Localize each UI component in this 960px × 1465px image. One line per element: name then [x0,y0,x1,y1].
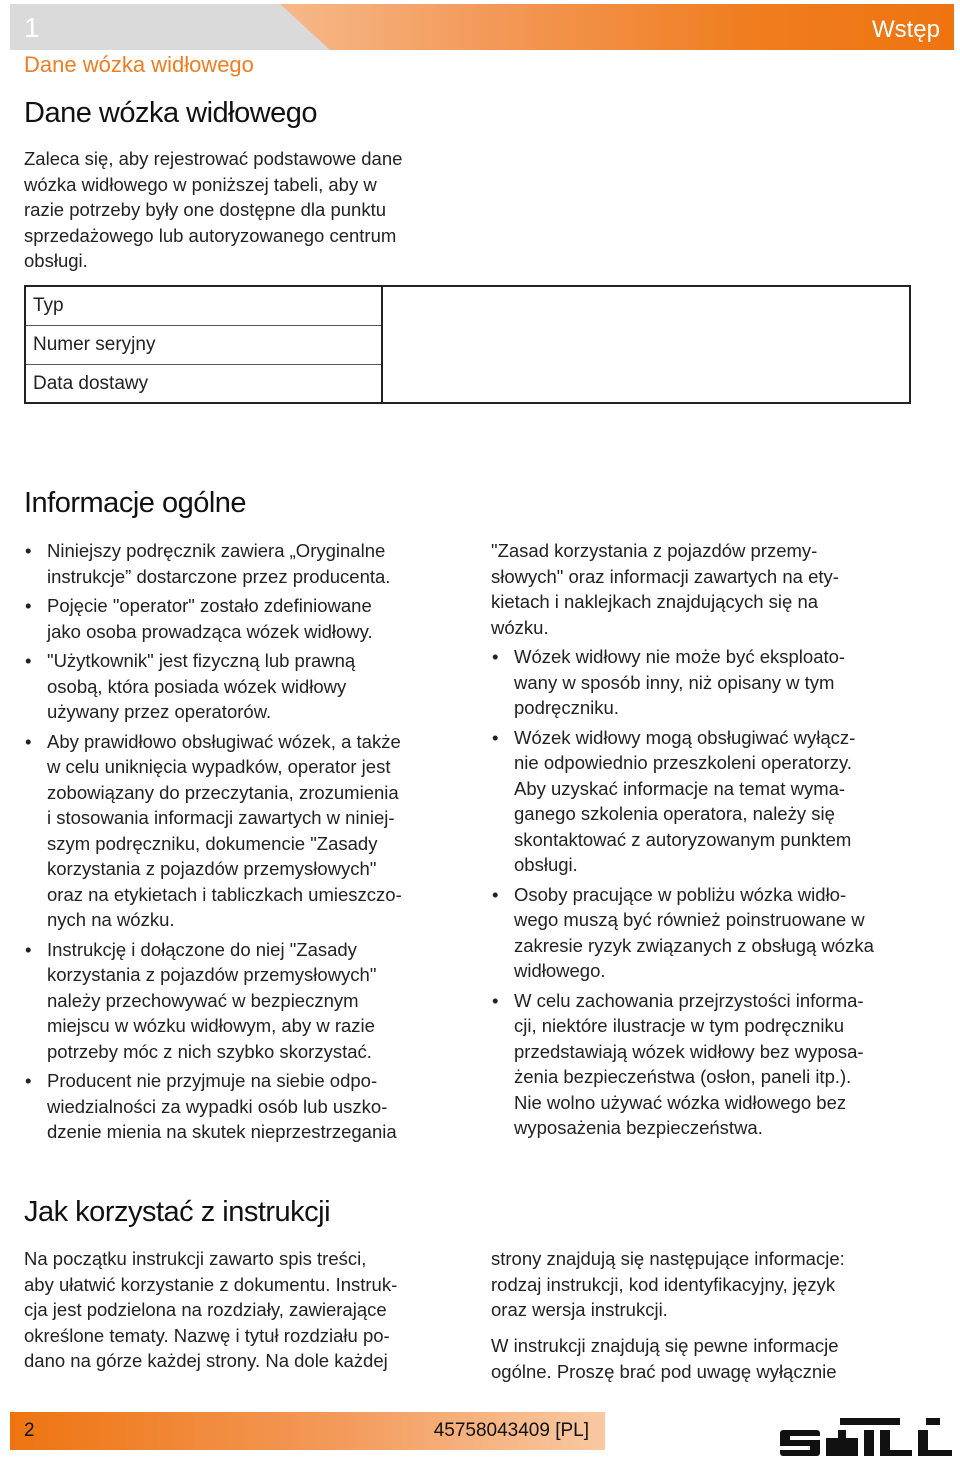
list-item-line: skontaktować z autoryzowanym punktem [514,828,852,850]
list-item-line: wózku. [491,616,549,638]
list-item-line: Pojęcie "operator" zostało zdefiniowane [47,595,372,616]
list-item-line: obsługi. [514,854,578,875]
text-line: określone tematy. Nazwę i tytuł rozdziału po- [24,1324,390,1346]
list-item [491,882,921,984]
header-grey-band [10,4,330,50]
list-item-line: żenia bezpieczeństwa (osłon, paneli itp.). [514,1066,852,1087]
chapter-header [10,4,954,50]
list-item-line: używany przez operatorów. [47,701,272,722]
truck-data-heading: Dane wózka widłowego [24,97,318,129]
list-item-line: Wózek widłowy nie może być eksploato- [514,646,846,667]
list-item-line: wyposażenia bezpieczeństwa. [514,1117,763,1138]
list-item-line: ganego szkolenia operatora, należy się [514,803,835,824]
list-item-continuation [491,538,921,640]
general-info-right-list [491,538,921,1145]
text-line: Zaleca się, aby rejestrować podstawowe dane [24,148,403,169]
list-item-line: należy przechowywać w bezpiecznym [47,989,359,1011]
list-item-line: osobą, która posiada wózek widłowy [47,675,347,697]
list-item-line: zobowiązany do przeczytania, zrozumienia [47,781,399,803]
list-item-line: dzenie mienia na skutek nieprzestrzegania [47,1121,397,1142]
list-item [24,937,454,1065]
text-line: cja jest podzielona na rozdziały, zawierające [24,1299,387,1320]
list-item-line: wego muszą być również poinstruowane w [514,909,865,930]
text-line: aby ułatwić korzystanie z dokumentu. Instruk- [24,1273,398,1295]
header-orange-band [280,4,954,50]
list-item-line: nie odpowiednio przeszkoleni operatorzy. [514,752,852,773]
footer-bar [10,1412,605,1450]
table-row-type: Typ [26,287,381,326]
list-item-line: wiedzialności za wypadki osób lub uszko- [47,1095,388,1117]
general-info-heading: Informacje ogólne [24,487,247,519]
page-number: 2 [24,1420,35,1441]
how-to-use-left-text [24,1246,464,1374]
table-row-delivery-date: Data dostawy [33,373,149,394]
list-item-line: i stosowania informacji zawartych w niniej- [47,807,395,828]
list-item-line: Niniejszy podręcznik zawiera „Oryginalne [47,540,386,561]
list-item-line: w celu uniknięcia wypadków, operator jest [47,756,391,777]
table-value-column [381,287,909,402]
list-item-line: podręczniku. [514,697,619,718]
text-line: obsługi. [24,250,88,271]
list-item-line: przedstawiają wózek widłowy bez wyposa- [514,1040,864,1062]
truck-data-intro [24,146,464,274]
list-item-line: "Użytkownik" jest fizyczną lub prawną [47,650,356,671]
text-line: rodzaj instrukcji, kod identyfikacyjny, język [491,1273,836,1295]
list-item-line: Aby uzyskać informacje na temat wyma- [514,777,846,799]
text-line: wózka widłowego w poniższej tabeli, aby w [24,173,377,195]
list-item-line: miejscu w wózku widłowym, aby w razie [47,1015,375,1036]
list-item-line: korzystania z pojazdów przemysłowych" [47,858,377,879]
table-row-serial-number: Numer seryjny [26,326,381,365]
list-item-line: Aby prawidłowo obsługiwać wózek, a także [47,730,401,752]
text-line: dano na górze każdej strony. Na dole każdej [24,1350,388,1371]
chapter-number: 1 [24,12,40,43]
text-line: sprzedażowego lub autoryzowanego centrum [24,224,397,246]
list-item-line: zakresie ryzyk związanych z obsługą wózka [514,934,874,956]
list-item-line: oraz na etykietach i tabliczkach umieszczo- [47,883,402,905]
list-item [491,644,921,721]
list-item-line: "Zasad korzystania z pojazdów przemy- [491,540,818,561]
list-item-line: Nie wolno używać wózka widłowego bez [514,1091,847,1113]
list-item-line: korzystania z pojazdów przemysłowych" [47,964,377,985]
list-item-line: Producent nie przyjmuje na siebie odpo- [47,1070,378,1091]
text-line: oraz wersja instrukcji. [491,1299,668,1320]
section-label: Dane wózka widłowego [24,52,254,77]
list-item [24,648,454,725]
text-line: W instrukcji znajdują się pewne informacje [491,1335,839,1356]
list-item-line: nych na wózku. [47,909,175,930]
list-item-line: cji, niektóre ilustracje w tym podręczniku [514,1015,845,1036]
still-logo [778,1416,954,1458]
text-line: ogólne. Proszę brać pod uwagę wyłącznie [491,1360,837,1382]
list-item-line: jako osoba prowadząca wózek widłowy. [47,620,373,642]
list-item [24,1068,454,1145]
list-item-line: szym podręczniku, dokumencie "Zasady [47,832,378,854]
list-item-line: Osoby pracujące w pobliżu wózka widło- [514,883,847,905]
list-item [24,729,454,933]
list-item-line: potrzeby móc z nich szybko skorzystać. [47,1040,372,1062]
list-item-line: słowych" oraz informacji zawartych na ety- [491,565,839,587]
general-info-left-list [24,538,454,1149]
how-to-use-right-text [491,1246,931,1323]
list-item-line: instrukcje” dostarczone przez producenta. [47,565,391,587]
list-item-line: wany w sposób inny, niż opisany w tym [514,671,835,693]
list-item [24,538,454,589]
chapter-title: Wstęp [871,16,940,43]
list-item [491,725,921,878]
text-line: strony znajdują się następujące informacje: [491,1248,845,1269]
how-to-use-right-text-2 [491,1333,931,1384]
list-item [491,988,921,1141]
list-item-line: widłowego. [514,960,606,981]
text-line: razie potrzeby były one dostępne dla punktu [24,199,387,220]
document-code: 45758043409 [PL] [433,1420,589,1441]
list-item [24,593,454,644]
truck-data-table [24,285,911,404]
list-item-line: W celu zachowania przejrzystości informa- [514,989,864,1011]
how-to-use-heading: Jak korzystać z instrukcji [24,1196,331,1228]
list-item-line: Wózek widłowy mogą obsługiwać wyłącz- [514,726,856,748]
list-item-line: Instrukcję i dołączone do niej "Zasady [47,938,357,960]
list-item-line: kietach i naklejkach znajdujących się na [491,591,819,612]
text-line: Na początku instrukcji zawarto spis treści, [24,1248,367,1269]
